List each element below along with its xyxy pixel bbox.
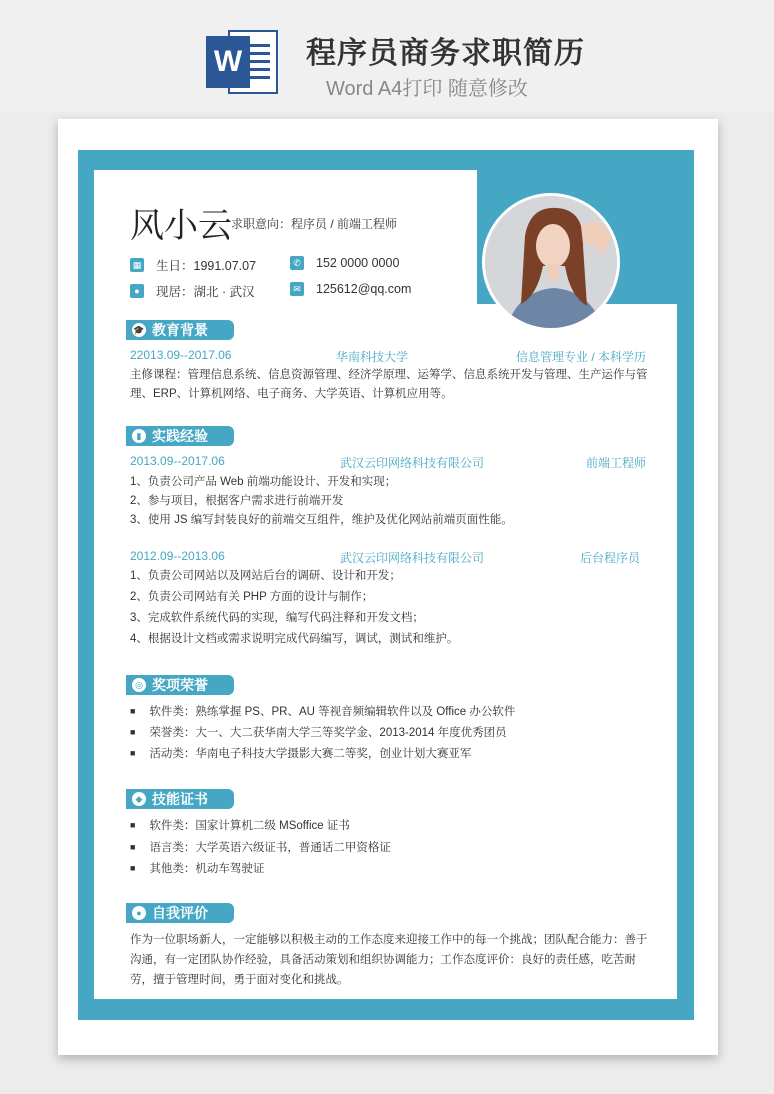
- resume-content: 风小云 求职意向：程序员 / 前端工程师 ▦ 生日：1991.07.07 ✆ 152 0000 0000 ● 现居：湖北 · 武汉 ✉ 125612@qq.com 🎓 教育背景 22013.09--2017.06 华南科技大学 信息管理专业 / 本科学历 主修课程：管理信息系统、信息资源管理、经济学原理、运筹学、信息系统开发与管理、生产运作与管理、ERP、计算机网络、电子商务、大学英语、计算机应用等。 ▮ 实践经验 2013.09--2017.06 武汉云印网络科技有限公司 前端工程师 1、负责公司产品 Web 前端功能设计、开发和实现； 2、参与项目，根据客户需求进行前端开发 3、使用 JS 编写封装良好的前端交互组件，维护及优化网站前端页面性能。 2012.09--2013.06 武汉云印网络科技有限公司 后台程序员 1、负责公司网站以及网站后台的调研、设计和开发； 2、负责公司网站有关 PHP 方面的设计与制作； 3、完成软件系统代码的实现，编写代码注释和开发文档； 4、根据设计文档或需求说明完成代码编写，调试，测试和维护。 ◎ 奖项荣誉 ■ 软件类：熟练掌握 PS、PR、AU 等视音频编辑软件以及 Office 办公软件 ■ 荣誉类：大一、大二获华南大学三等奖学金、2013-2014 年度优秀团员 ■ 活动类：华南电子科技大学摄影大赛二等奖，创业计划大赛亚军 ◆ 技能证书 ■ 软件类：国家计算机二级 MSoffice 证书 ■ 语言类：大学英语六级证书，普通话二甲资格证 ■ 其他类：机动车驾驶证 ● 自我评价 作为一位职场新人，一定能够以积极主动的工作态度来迎接工作中的每一个挑战；团队配合能力：善于沟通，有一定团队协作经验，具备活动策划和组织协调能力；工作态度评价：良好的责任感，吃苦耐劳，擅于管理时间，勇于面对变化和挑战。: [94, 170, 677, 999]
- location-info: ● 现居：湖北 · 武汉: [130, 282, 255, 300]
- job-2-item: 1、负责公司网站以及网站后台的调研、设计和开发；: [130, 570, 401, 582]
- location-pin-icon: ●: [130, 284, 144, 298]
- resume-frame: [78, 150, 694, 1020]
- cert-item: ■ 其他类：机动车驾驶证: [130, 860, 264, 876]
- job-1-item: 3、使用 JS 编写封装良好的前端交互组件，维护及优化网站前端页面性能。: [130, 514, 513, 526]
- section-experience: ▮ 实践经验: [126, 426, 234, 446]
- self-evaluation-text: 作为一位职场新人，一定能够以积极主动的工作态度来迎接工作中的每一个挑战；团队配合能力：善于沟通，有一定团队协作经验，具备活动策划和组织协调能力；工作态度评价：良好的责任感，吃苦耐劳，擅于管理时间，勇于面对变化和挑战。: [130, 934, 648, 986]
- award-item: ■ 软件类：熟练掌握 PS、PR、AU 等视音频编辑软件以及 Office 办公软件: [130, 703, 515, 719]
- page-title: 程序员商务求职简历: [306, 36, 585, 71]
- job-2-item: 2、负责公司网站有关 PHP 方面的设计与制作；: [130, 591, 374, 603]
- email-info: ✉ 125612@qq.com: [290, 282, 411, 296]
- job-intent: 求职意向：程序员 / 前端工程师: [231, 217, 398, 231]
- section-education: 🎓 教育背景: [126, 320, 234, 340]
- job-2-item: 4、根据设计文档或需求说明完成代码编写，调试，测试和维护。: [130, 633, 459, 645]
- cert-item: ■ 软件类：国家计算机二级 MSoffice 证书: [130, 817, 350, 833]
- tag-icon: ◆: [132, 792, 146, 806]
- bar-chart-icon: ▮: [132, 429, 146, 443]
- person-icon: ●: [132, 906, 146, 920]
- job-2-item: 3、完成软件系统代码的实现，编写代码注释和开发文档；: [130, 612, 424, 624]
- profile-photo: [482, 193, 620, 331]
- graduation-cap-icon: 🎓: [133, 325, 145, 335]
- page-subtitle: Word A4打印 随意修改: [326, 78, 528, 100]
- word-icon: W: [206, 26, 280, 98]
- phone-info: ✆ 152 0000 0000: [290, 256, 399, 270]
- mail-icon: ✉: [290, 282, 304, 296]
- candidate-name: 风小云: [130, 206, 232, 246]
- resume-page: [58, 119, 718, 1055]
- header-banner: [0, 0, 774, 112]
- education-courses: 主修课程：管理信息系统、信息资源管理、经济学原理、运筹学、信息系统开发与管理、生产运作与管理、ERP、计算机网络、电子商务、大学英语、计算机应用等。: [130, 369, 648, 400]
- job-1-item: 2、参与项目，根据客户需求进行前端开发: [130, 495, 344, 507]
- award-item: ■ 活动类：华南电子科技大学摄影大赛二等奖，创业计划大赛亚军: [130, 745, 471, 761]
- target-icon: ◎: [132, 678, 146, 692]
- section-self-evaluation: ● 自我评价: [126, 903, 234, 923]
- job-1-item: 1、负责公司产品 Web 前端功能设计、开发和实现；: [130, 476, 397, 488]
- calendar-icon: ▦: [130, 258, 144, 272]
- phone-icon: ✆: [290, 256, 304, 270]
- section-awards: ◎ 奖项荣誉: [126, 675, 234, 695]
- section-certificates: ◆ 技能证书: [126, 789, 234, 809]
- birth-info: ▦ 生日：1991.07.07: [130, 256, 256, 274]
- cert-item: ■ 语言类：大学英语六级证书，普通话二甲资格证: [130, 839, 391, 855]
- award-item: ■ 荣誉类：大一、大二获华南大学三等奖学金、2013-2014 年度优秀团员: [130, 724, 507, 740]
